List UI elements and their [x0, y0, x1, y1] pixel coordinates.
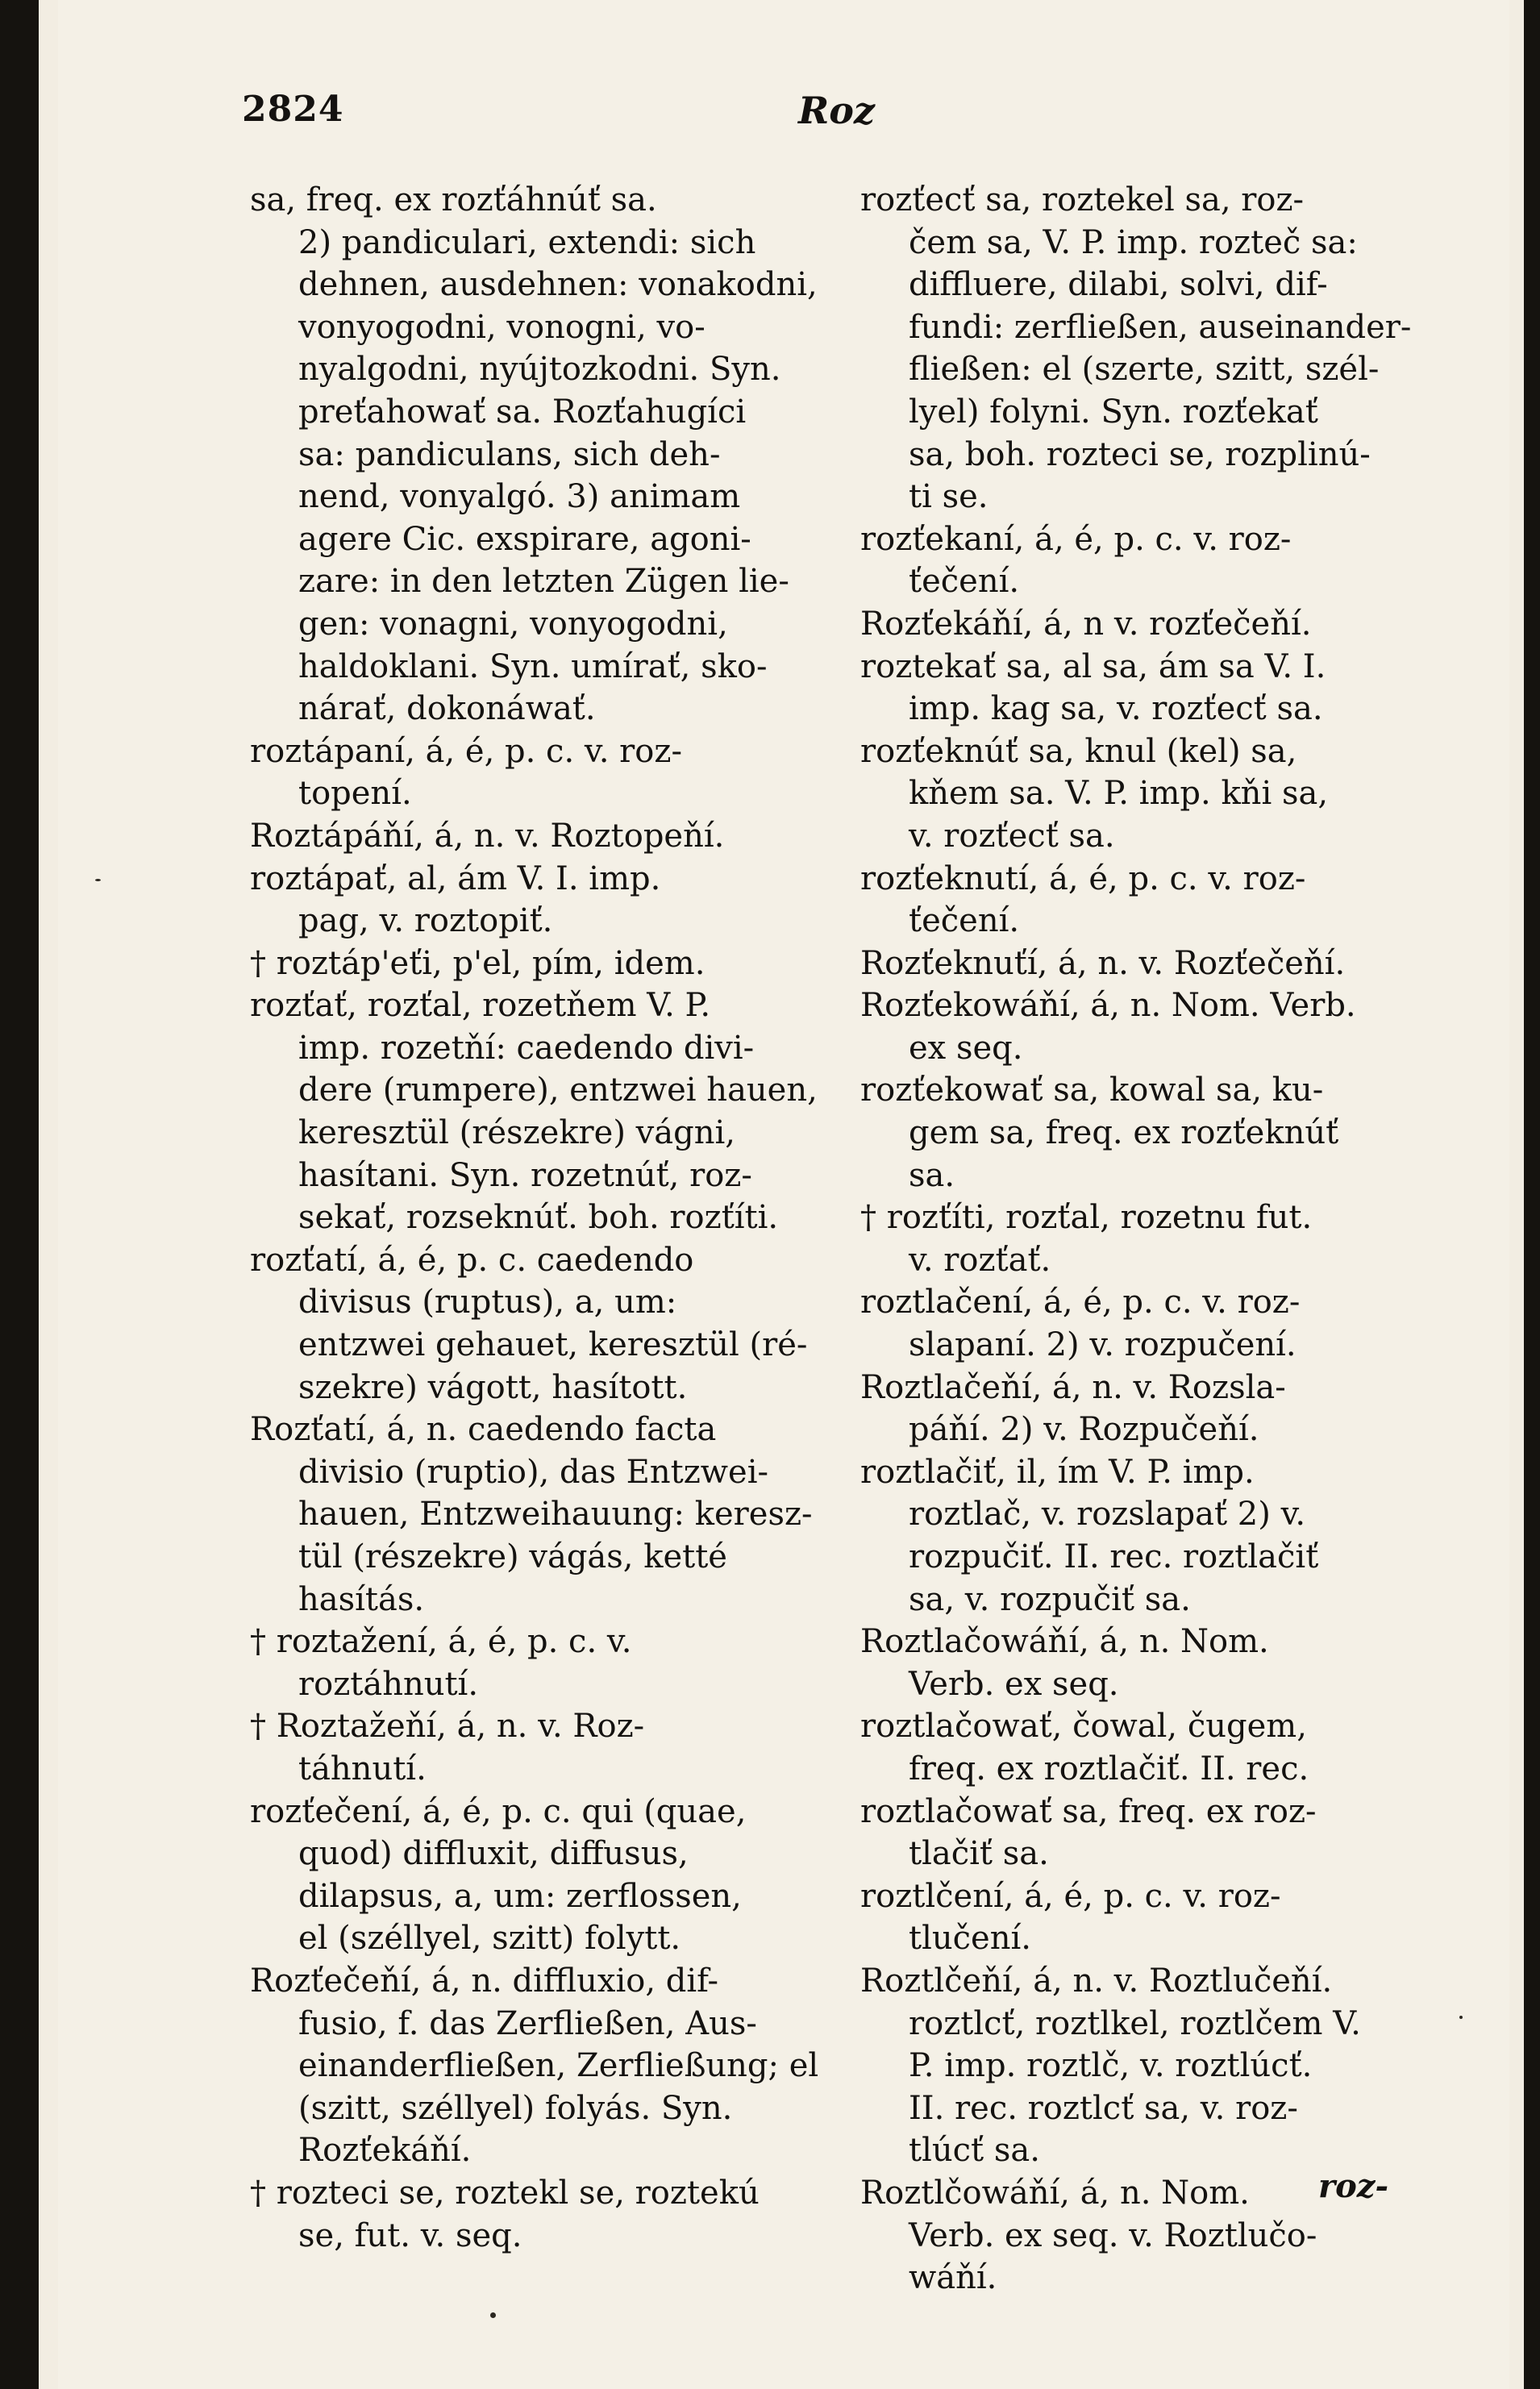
right-column-line: roztlčení, á, é, p. c. v. roz-: [860, 1877, 1281, 1915]
right-column-line: roztlač, v. rozslapať 2) v.: [909, 1496, 1306, 1534]
right-column-line: gem sa, freq. ex rozťeknúť: [909, 1114, 1339, 1152]
left-column-line: divisus (ruptus), a, um:: [298, 1284, 677, 1321]
right-column-line: sa.: [909, 1156, 955, 1194]
right-column-line: diffluere, dilabi, solvi, dif-: [909, 266, 1328, 304]
right-column-line: II. rec. roztlcť sa, v. roz-: [909, 2089, 1298, 2127]
left-column-line: gen: vonagni, vonyogodni,: [298, 605, 728, 643]
right-column-line: roztekať sa, al sa, ám sa V. I.: [860, 647, 1326, 685]
right-column: [860, 179, 1457, 2300]
right-column-line: lyel) folyni. Syn. rozťekať: [909, 393, 1318, 431]
left-column-line: topení.: [298, 775, 412, 813]
left-column-line: táhnutí.: [298, 1750, 427, 1788]
right-column-line: rozpučiť. II. rec. roztlačiť: [909, 1538, 1319, 1575]
left-column-line: roztápať, al, ám V. I. imp.: [250, 859, 661, 897]
right-column-line: tlúcť sa.: [909, 2132, 1040, 2170]
left-column-line: rozťatí, á, é, p. c. caedendo: [250, 1241, 694, 1279]
ink-speck: [1459, 2016, 1463, 2019]
left-column-line: (szitt, széllyel) folyás. Syn.: [298, 2089, 733, 2127]
left-column-line: quod) diffluxit, diffusus,: [298, 1835, 689, 1873]
left-column-line: † rozteci se, roztekl se, roztekú: [250, 2174, 760, 2212]
right-column-line: kňem sa. V. P. imp. kňi sa,: [909, 775, 1329, 813]
left-column-line: imp. rozetňí: caedendo divi-: [298, 1029, 755, 1067]
left-column-line: 2) pandiculari, extendi: sich: [298, 223, 756, 261]
left-column-line: † Roztažeňí, á, n. v. Roz-: [250, 1708, 645, 1746]
right-column-line: v. rozťať.: [909, 1241, 1051, 1279]
right-column-line: čem sa, V. P. imp. rozteč sa:: [909, 223, 1358, 261]
left-column-line: sa, freq. ex rozťáhnúť sa.: [250, 181, 657, 219]
right-column-line: v. rozťecť sa.: [909, 817, 1115, 855]
left-column-line: vonyogodni, vonogni, vo-: [298, 308, 705, 346]
left-column-line: pag, v. roztopiť.: [298, 902, 553, 940]
right-column-line: rozťeknutí, á, é, p. c. v. roz-: [860, 859, 1306, 897]
right-column-line: tlačiť sa.: [909, 1835, 1049, 1873]
right-column-line: Rozťekowáňí, á, n. Nom. Verb.: [860, 987, 1356, 1025]
left-column-line: sekať, rozseknúť. boh. rozťíti.: [298, 1199, 779, 1237]
right-column-line: sa, boh. rozteci se, rozplinú-: [909, 435, 1371, 473]
left-column-line: rozťečení, á, é, p. c. qui (quae,: [250, 1792, 747, 1830]
right-column-line: tlučení.: [909, 1920, 1031, 1958]
page-header: [242, 89, 1467, 153]
right-column-line: Verb. ex seq. v. Roztlučo-: [909, 2216, 1317, 2254]
left-column-line: dere (rumpere), entzwei hauen,: [298, 1072, 818, 1109]
ink-speck: [490, 2312, 496, 2318]
right-column-line: Roztlčeňí, á, n. v. Roztlučeňí.: [860, 1962, 1333, 2000]
left-column-line: hasítani. Syn. rozetnúť, roz-: [298, 1156, 752, 1194]
left-column-line: se, fut. v. seq.: [298, 2216, 522, 2254]
left-column-line: Rozťatí, á, n. caedendo facta: [250, 1411, 717, 1449]
right-column-line: imp. kag sa, v. rozťecť sa.: [909, 690, 1323, 728]
running-head: Roz: [798, 89, 876, 132]
left-column-line: agere Cic. exspirare, agoni-: [298, 520, 751, 558]
right-column-line: Roztlačeňí, á, n. v. Rozsla-: [860, 1368, 1286, 1406]
right-column-line: ex seq.: [909, 1029, 1023, 1067]
right-column-line: roztlačowať sa, freq. ex roz-: [860, 1792, 1317, 1830]
right-column-line: roztlcť, roztlkel, roztlčem V.: [909, 2004, 1361, 2042]
left-column-line: sa: pandiculans, sich deh-: [298, 435, 721, 473]
right-column-line: páňí. 2) v. Rozpučeňí.: [909, 1411, 1259, 1449]
right-column-line: Rozťeknuťí, á, n. v. Rozťečeňí.: [860, 944, 1346, 982]
scan-border-left: [0, 0, 39, 2389]
left-column-line: fusio, f. das Zerfließen, Aus-: [298, 2004, 757, 2042]
right-column-line: sa, v. rozpučiť sa.: [909, 1580, 1191, 1618]
left-column-line: einanderfließen, Zerfließung; el: [298, 2047, 819, 2085]
right-column-line: roztlačowať, čowal, čugem,: [860, 1708, 1307, 1746]
left-column-line: keresztül (részekre) vágni,: [298, 1114, 735, 1152]
right-column-line: freq. ex roztlačiť. II. rec.: [909, 1750, 1309, 1788]
right-column-line: rozťekaní, á, é, p. c. v. roz-: [860, 520, 1292, 558]
left-column-line: roztáhnutí.: [298, 1665, 479, 1703]
left-column-line: zare: in den letzten Zügen lie-: [298, 563, 789, 601]
right-column-line: Rozťekáňí, á, n v. rozťečeňí.: [860, 605, 1312, 643]
right-column-line: rozťekowať sa, kowal sa, ku-: [860, 1072, 1324, 1109]
right-column-line: P. imp. roztlč, v. roztlúcť.: [909, 2047, 1313, 2085]
left-column-line: hasítás.: [298, 1580, 425, 1618]
left-column-line: entzwei gehauet, keresztül (ré-: [298, 1326, 808, 1364]
right-column-line: ťečení.: [909, 902, 1020, 940]
right-column-line: fließen: el (szerte, szitt, szél-: [909, 351, 1380, 389]
right-column-line: Roztlčowáňí, á, n. Nom.: [860, 2174, 1250, 2212]
scan-border-right: [1524, 0, 1540, 2389]
left-column-line: preťahowať sa. Rozťahugíci: [298, 393, 747, 431]
left-column: [250, 179, 847, 2257]
left-column-line: hauen, Entzweihauung: keresz-: [298, 1496, 813, 1534]
left-column-line: el (széllyel, szitt) folytt.: [298, 1920, 681, 1958]
right-column-line: fundi: zerfließen, auseinander-: [909, 308, 1412, 346]
left-column-line: Rozťekáňí.: [298, 2132, 472, 2170]
left-column-line: haldoklani. Syn. umírať, sko-: [298, 647, 768, 685]
right-column-line: slapaní. 2) v. rozpučení.: [909, 1326, 1297, 1364]
left-column-line: nend, vonyalgó. 3) animam: [298, 478, 741, 516]
right-column-line: ti se.: [909, 478, 989, 516]
page-number: 2824: [242, 89, 344, 130]
left-column-line: dehnen, ausdehnen: vonakodni,: [298, 266, 818, 304]
right-column-line: wáňí.: [909, 2259, 997, 2297]
right-column-line: rozťecť sa, roztekel sa, roz-: [860, 181, 1305, 219]
ink-speck: [95, 879, 101, 881]
left-column-line: tül (részekre) vágás, ketté: [298, 1538, 727, 1575]
left-column-line: nyalgodni, nyújtozkodni. Syn.: [298, 351, 781, 389]
right-column-line: † rozťíti, rozťal, rozetnu fut.: [860, 1199, 1313, 1237]
right-column-line: Roztlačowáňí, á, n. Nom.: [860, 1623, 1269, 1661]
left-column-line: dilapsus, a, um: zerflossen,: [298, 1877, 742, 1915]
catchword: roz-: [1318, 2167, 1389, 2205]
right-column-line: rozťeknúť sa, knul (kel) sa,: [860, 732, 1297, 770]
right-column-line: ťečení.: [909, 563, 1020, 601]
right-column-line: roztlačiť, il, ím V. P. imp.: [860, 1453, 1255, 1491]
left-column-line: roztápaní, á, é, p. c. v. roz-: [250, 732, 682, 770]
right-column-line: roztlačení, á, é, p. c. v. roz-: [860, 1284, 1301, 1321]
right-column-line: Verb. ex seq.: [909, 1665, 1119, 1703]
left-column-line: szekre) vágott, hasított.: [298, 1368, 688, 1406]
left-column-line: divisio (ruptio), das Entzwei-: [298, 1453, 769, 1491]
left-column-line: Roztápáňí, á, n. v. Roztopeňí.: [250, 817, 725, 855]
left-column-line: nárať, dokonáwať.: [298, 690, 596, 728]
left-column-line: † roztažení, á, é, p. c. v.: [250, 1623, 632, 1661]
left-column-line: Rozťečeňí, á, n. diffluxio, dif-: [250, 1962, 719, 2000]
left-column-line: rozťať, rozťal, rozetňem V. P.: [250, 987, 711, 1025]
left-column-line: † roztáp'eťi, p'el, pím, idem.: [250, 944, 705, 982]
